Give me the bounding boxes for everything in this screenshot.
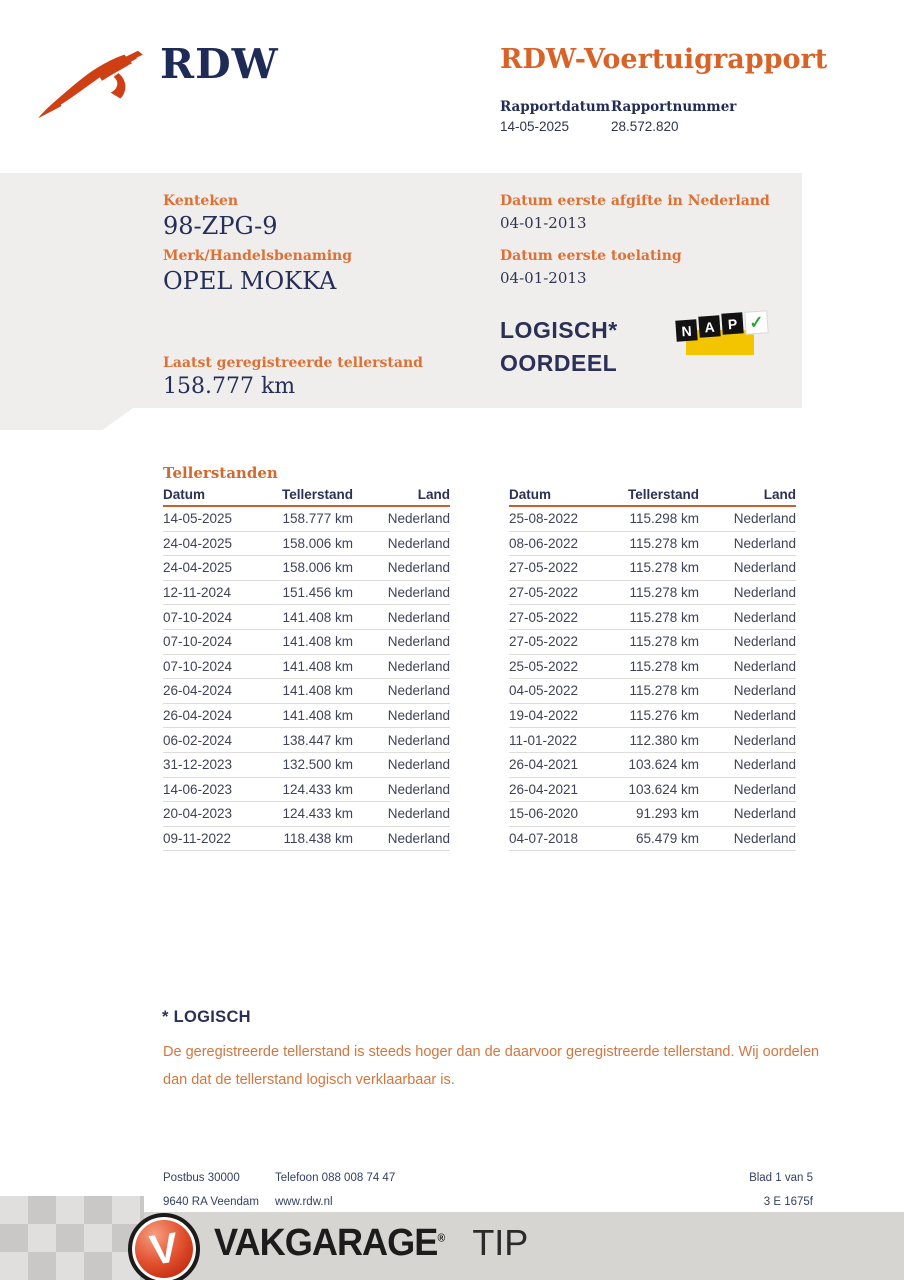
table-cell: Nederland (387, 708, 450, 724)
odometer-table-left (163, 487, 450, 851)
merk-label: Merk/Handelsbenaming (163, 248, 353, 264)
table-cell: Nederland (733, 757, 796, 773)
tellerstand-value: 158.777 km (163, 374, 296, 399)
column-header: Land (763, 487, 796, 502)
table-cell: Nederland (733, 511, 796, 527)
table-cell: Nederland (387, 732, 450, 748)
table-cell: 12-11-2024 (163, 585, 232, 601)
table-row (509, 753, 796, 778)
toelating-label: Datum eerste toelating (500, 248, 682, 264)
kenteken-label: Kenteken (163, 193, 239, 209)
table-cell: 08-06-2022 (509, 535, 579, 551)
table-row (509, 507, 796, 532)
table-cell: 26-04-2021 (509, 781, 579, 797)
logisch-note-body: De geregistreerde tellerstand is steeds hoger dan de daarvoor geregistreerde tellerstand. Wij oordelen dan dat de tellerstand logisch verklaarbaar is. (163, 1044, 820, 1088)
vakgarage-logo-letter: V (146, 1223, 182, 1274)
table-row (163, 704, 450, 729)
table-cell: 15-06-2020 (509, 806, 579, 822)
table-cell: 24-04-2025 (163, 560, 233, 576)
vakgarage-logo-icon (128, 1213, 200, 1280)
table-row (509, 605, 796, 630)
table-cell: Nederland (733, 683, 796, 699)
table-cell: 24-04-2025 (163, 535, 233, 551)
column-header: Tellerstand (627, 487, 699, 502)
column-header: Datum (163, 487, 206, 502)
table-row (163, 532, 450, 557)
table-cell: 26-04-2021 (509, 757, 579, 773)
table-cell: 26-04-2024 (163, 683, 233, 699)
table-cell: 141.408 km (282, 609, 353, 625)
kenteken-value: 98-ZPG-9 (163, 212, 278, 240)
table-cell: 115.278 km (629, 683, 699, 699)
table-cell: Nederland (387, 535, 450, 551)
table-cell: 115.278 km (629, 535, 699, 551)
table-cell: Nederland (387, 658, 450, 674)
table-cell: Nederland (387, 757, 450, 773)
tellerstand-label: Laatst geregistreerde tellerstand (163, 355, 423, 371)
logisch-note-title: * LOGISCH (162, 1008, 251, 1026)
table-cell: 27-05-2022 (509, 634, 579, 650)
tellerstanden-title: Tellerstanden (163, 464, 278, 482)
oordeel-line2: OORDEEL (500, 350, 618, 376)
table-row (163, 679, 450, 704)
nap-check-icon: ✓ (744, 310, 769, 335)
table-cell: 91.293 km (635, 806, 699, 822)
table-cell: 11-01-2022 (509, 732, 578, 748)
table-row (509, 532, 796, 557)
toelating-value: 04-01-2013 (500, 269, 587, 287)
table-cell: Nederland (733, 732, 796, 748)
table-cell: Nederland (733, 560, 796, 576)
table-cell: 124.433 km (282, 781, 353, 797)
table-cell: 65.479 km (635, 831, 699, 847)
table-cell: Nederland (733, 535, 796, 551)
table-cell: Nederland (733, 708, 796, 724)
footer-phone: Telefoon 088 008 74 47 (275, 1172, 396, 1184)
table-cell: 25-08-2022 (509, 511, 579, 527)
table-cell: 20-04-2023 (163, 806, 233, 822)
table-cell: 115.278 km (629, 609, 699, 625)
table-cell: 115.278 km (629, 585, 699, 601)
table-cell: Nederland (387, 634, 450, 650)
table-cell: 115.276 km (629, 708, 699, 724)
table-row (509, 827, 796, 852)
summary-panel-tab (0, 408, 133, 430)
table-cell: Nederland (733, 634, 796, 650)
table-cell: 103.624 km (628, 757, 699, 773)
table-row (509, 778, 796, 803)
vakgarage-tip-text: TIP (472, 1222, 529, 1263)
table-body (163, 507, 450, 851)
table-cell: Nederland (733, 781, 796, 797)
report-date-value: 14-05-2025 (500, 119, 570, 134)
nap-letter-p: P (721, 312, 743, 334)
footer-page-number: Blad 1 van 5 (749, 1172, 813, 1184)
afgifte-label: Datum eerste afgifte in Nederland (500, 193, 770, 209)
table-cell: 158.006 km (282, 560, 353, 576)
table-cell: 141.408 km (282, 683, 353, 699)
table-cell: 04-07-2018 (509, 831, 579, 847)
table-cell: 31-12-2023 (163, 757, 233, 773)
table-cell: 112.380 km (629, 732, 699, 748)
table-cell: Nederland (387, 806, 450, 822)
report-number-label: Rapportnummer (611, 99, 737, 115)
vakgarage-brand-row (214, 1222, 528, 1265)
table-row (509, 679, 796, 704)
table-cell: 115.298 km (629, 511, 699, 527)
table-cell: Nederland (387, 585, 450, 601)
registered-mark-icon: ® (437, 1232, 445, 1245)
table-cell: 19-04-2022 (509, 708, 579, 724)
table-row (509, 581, 796, 606)
table-cell: 04-05-2022 (509, 683, 579, 699)
table-cell: 141.408 km (282, 658, 353, 674)
table-cell: 151.456 km (282, 585, 353, 601)
table-cell: Nederland (387, 560, 450, 576)
table-row (163, 753, 450, 778)
footer-doc-code: 3 E 1675f (763, 1196, 813, 1208)
column-header: Datum (509, 487, 552, 502)
table-cell: Nederland (733, 609, 796, 625)
merk-value: OPEL MOKKA (163, 267, 337, 295)
table-cell: 06-02-2024 (163, 732, 233, 748)
table-row (509, 704, 796, 729)
table-row (163, 630, 450, 655)
footer-address-line2: 9640 RA Veendam (163, 1196, 259, 1208)
table-cell: 26-04-2024 (163, 708, 233, 724)
afgifte-value: 04-01-2013 (500, 214, 587, 232)
table-row (163, 655, 450, 680)
table-cell: 115.278 km (629, 658, 699, 674)
table-cell: Nederland (733, 806, 796, 822)
table-cell: 14-05-2025 (163, 511, 233, 527)
page-title: RDW-Voertuigrapport (500, 44, 828, 75)
table-cell: 14-06-2023 (163, 781, 233, 797)
table-cell: 158.777 km (282, 511, 353, 527)
footer-address-line1: Postbus 30000 (163, 1172, 240, 1184)
table-row (163, 778, 450, 803)
table-cell: Nederland (733, 585, 796, 601)
table-row (163, 802, 450, 827)
table-row (163, 728, 450, 753)
report-date-label: Rapportdatum (500, 99, 611, 115)
table-row (163, 556, 450, 581)
table-row (163, 605, 450, 630)
table-row (163, 507, 450, 532)
nap-logo (676, 310, 765, 358)
table-row (509, 802, 796, 827)
table-cell: Nederland (387, 609, 450, 625)
table-cell: 158.006 km (282, 535, 353, 551)
table-cell: 138.447 km (282, 732, 353, 748)
table-row (163, 827, 450, 852)
table-cell: Nederland (387, 683, 450, 699)
table-cell: 07-10-2024 (163, 634, 233, 650)
table-cell: Nederland (387, 831, 450, 847)
table-row (509, 728, 796, 753)
table-cell: Nederland (733, 831, 796, 847)
oordeel-line1: LOGISCH* (500, 317, 618, 343)
rdw-logo-text: RDW (160, 40, 279, 88)
table-row (509, 630, 796, 655)
report-number-value: 28.572.820 (611, 119, 679, 134)
table-header (509, 487, 796, 507)
nap-letter-n: N (675, 319, 697, 341)
table-cell: 115.278 km (629, 560, 699, 576)
table-row (163, 581, 450, 606)
footer-website: www.rdw.nl (275, 1196, 333, 1208)
table-cell: Nederland (387, 781, 450, 797)
table-cell: 27-05-2022 (509, 560, 579, 576)
table-header (163, 487, 450, 507)
checker-pattern (0, 1196, 144, 1280)
table-cell: Nederland (387, 511, 450, 527)
table-row (509, 655, 796, 680)
table-cell: 09-11-2022 (163, 831, 232, 847)
table-body (509, 507, 796, 851)
table-cell: Nederland (733, 658, 796, 674)
odometer-table-right (509, 487, 796, 851)
table-cell: 25-05-2022 (509, 658, 579, 674)
table-cell: 118.438 km (283, 831, 353, 847)
column-header: Tellerstand (281, 487, 353, 502)
column-header: Land (417, 487, 450, 502)
table-cell: 124.433 km (282, 806, 353, 822)
table-cell: 141.408 km (282, 634, 353, 650)
table-cell: 115.278 km (629, 634, 699, 650)
table-cell: 07-10-2024 (163, 609, 233, 625)
table-cell: 132.500 km (282, 757, 353, 773)
table-cell: 141.408 km (282, 708, 353, 724)
table-cell: 07-10-2024 (163, 658, 233, 674)
nap-letter-a: A (698, 315, 720, 337)
table-row (509, 556, 796, 581)
rdw-feather-logo-icon (36, 38, 154, 121)
table-cell: 27-05-2022 (509, 585, 579, 601)
vakgarage-brand-text: VAKGARAGE® (214, 1222, 445, 1264)
table-cell: 103.624 km (628, 781, 699, 797)
table-cell: 27-05-2022 (509, 609, 579, 625)
